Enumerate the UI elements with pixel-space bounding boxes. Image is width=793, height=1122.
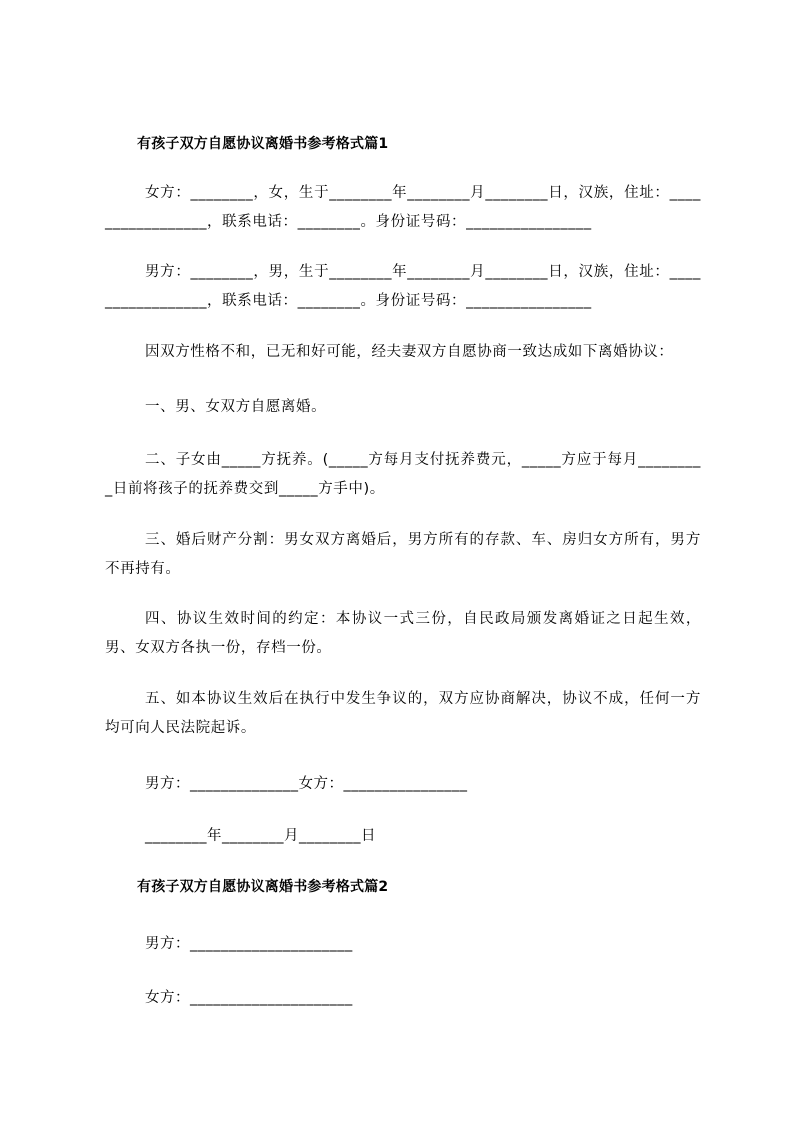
section-heading-1: 有孩子双方自愿协议离婚书参考格式篇1: [137, 136, 389, 152]
wife-name-line: 女方：_____________________: [145, 990, 353, 1006]
clause-1: 一、男、女双方自愿离婚。: [145, 399, 327, 415]
date-line: ________年________月________日: [145, 828, 376, 844]
clause-5: 五、如本协议生效后在执行中发生争议的，双方应协商解决，协议不成，任何一方均可向人民法院起诉。: [105, 691, 701, 736]
wife-info-paragraph: 女方：________，女，生于________年________月________日，汉族，住址：_________________，联系电话：________。身份证号码：________________: [105, 185, 701, 230]
clause-2: 二、子女由_____方抚养。(_____方每月支付抚养费元，_____方应于每月_________日前将孩子的抚养费交到_____方手中)。: [105, 452, 701, 497]
clause-4: 四、协议生效时间的约定：本协议一式三份，自民政局颁发离婚证之日起生效，男、女双方各执一份，存档一份。: [105, 611, 701, 656]
husband-name-line: 男方：_____________________: [145, 936, 353, 952]
signature-line: 男方：______________女方：________________: [145, 776, 468, 792]
clause-3: 三、婚后财产分割：男女双方离婚后，男方所有的存款、车、房归女方所有，男方不再持有。: [105, 532, 701, 577]
preamble-paragraph: 因双方性格不和，已无和好可能，经夫妻双方自愿协商一致达成如下离婚协议：: [145, 344, 674, 360]
section-heading-2: 有孩子双方自愿协议离婚书参考格式篇2: [137, 879, 389, 895]
husband-info-paragraph: 男方：________，男，生于________年________月________日，汉族，住址：_________________，联系电话：________。身份证号码：________________: [105, 264, 701, 309]
